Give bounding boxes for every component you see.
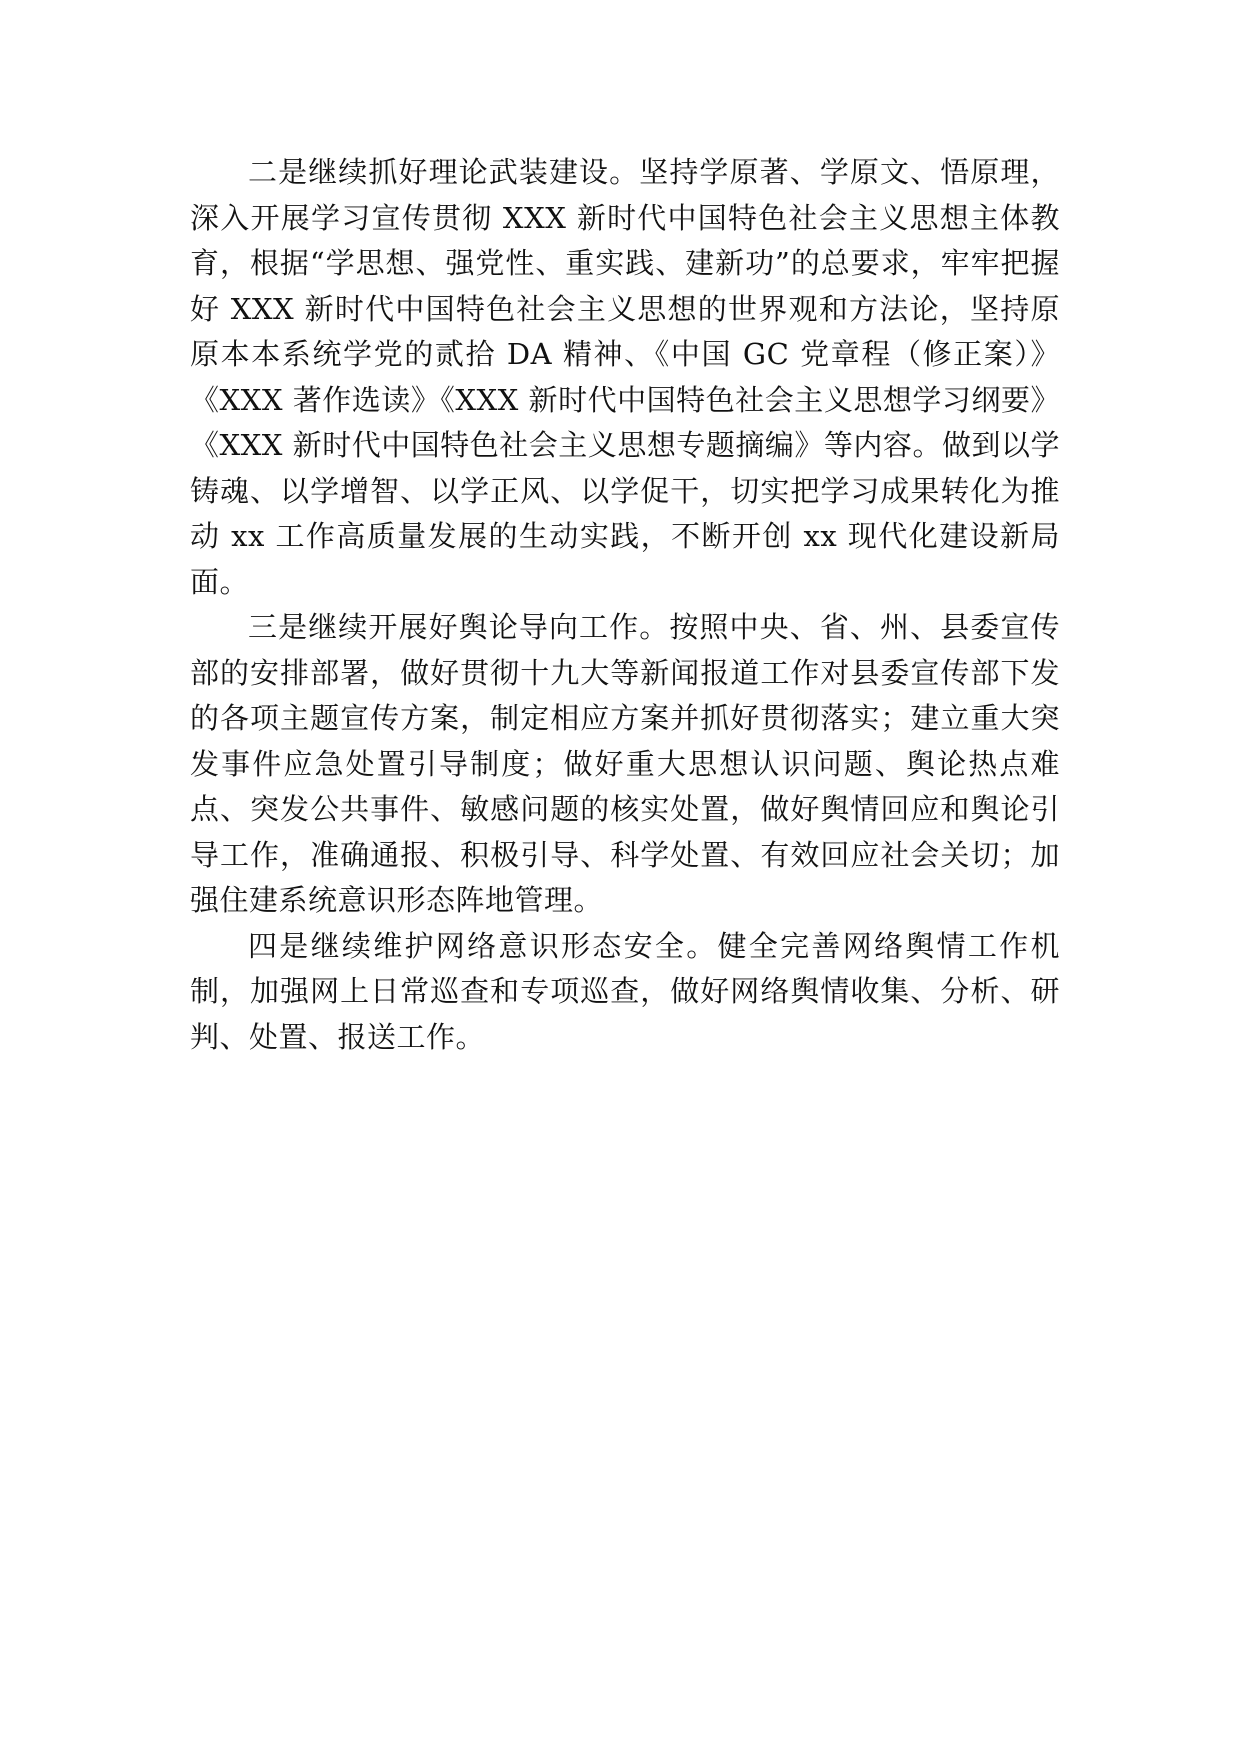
paragraph-network-security: 四是继续维护网络意识形态安全。健全完善网络舆情工作机制，加强网上日常巡查和专项巡查，做好网络舆情收集、分析、研判、处置、报送工作。 bbox=[190, 928, 1060, 1054]
paragraph-theory-study: 二是继续抓好理论武装建设。坚持学原著、学原文、悟原理，深入开展学习宣传贯彻 XXX 新时代中国特色社会主义思想主体教育，根据“学思想、强党性、重实践、建新功”的总要求，牢牢把握好 XXX 新时代中国特色社会主义思想的世界观和方法论，坚持原原本本系统学党的贰拾 DA 精神、《中国 GC 党章程（修正案）》《XXX 著作选读》《XXX 新时代中国特色社会主义思想学习纲要》《XXX 新时代中国特色社会主义思想专题摘编》等内容。做到以学铸魂、以学增智、以学正风、以学促干，切实把学习成果转化为推动 xx 工作高质量发展的生动实践，不断开创 xx 现代化建设新局面。 bbox=[190, 155, 1060, 599]
paragraph-public-opinion: 三是继续开展好舆论导向工作。按照中央、省、州、县委宣传部的安排部署，做好贯彻十九大等新闻报道工作对县委宣传部下发的各项主题宣传方案，制定相应方案并抓好贯彻落实；建立重大突发事件应急处置引导制度；做好重大思想认识问题、舆论热点难点、突发公共事件、敏感问题的核实处置，做好舆情回应和舆论引导工作，准确通报、积极引导、科学处置、有效回应社会关切；加强住建系统意识形态阵地管理。 bbox=[190, 610, 1060, 917]
document-body bbox=[190, 150, 1060, 1060]
